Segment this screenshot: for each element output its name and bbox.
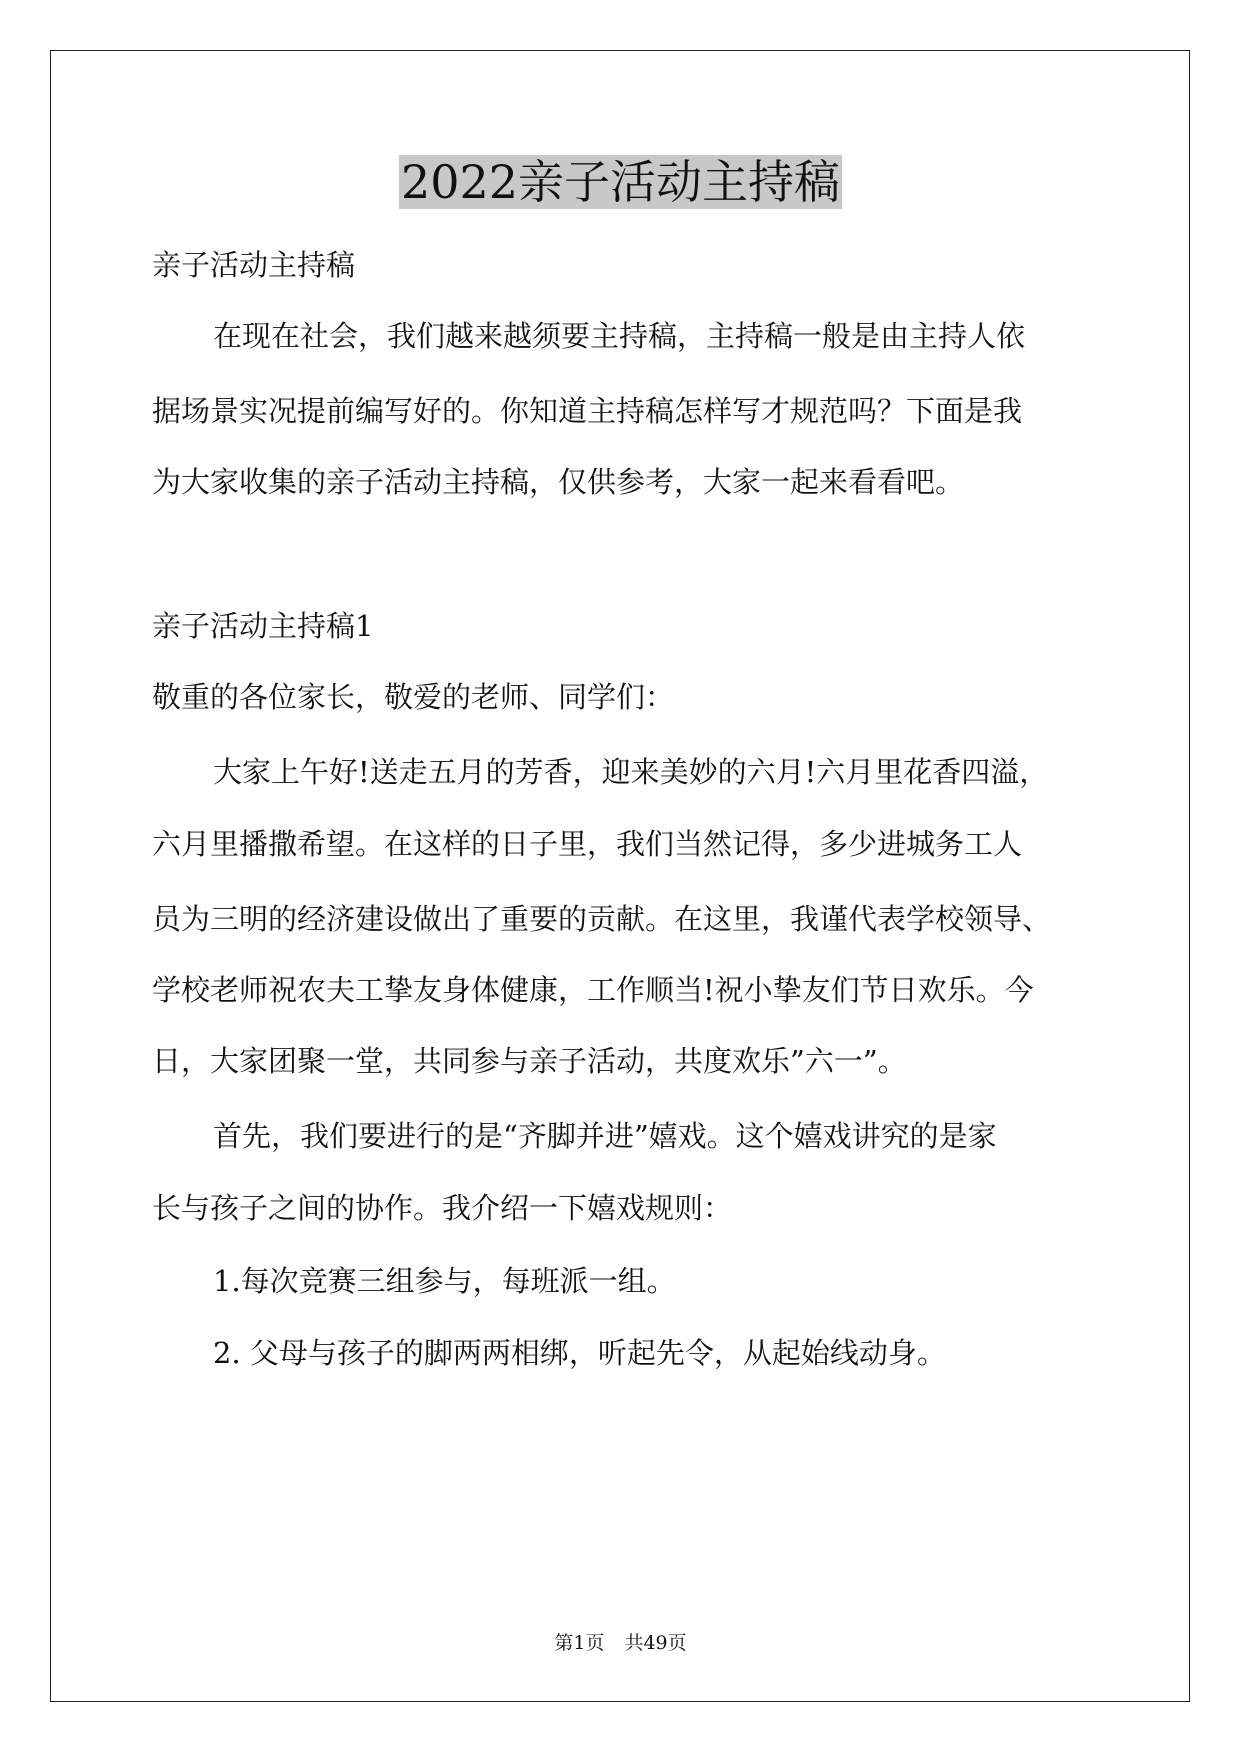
paragraph-line: 在现在社会，我们越来越须要主持稿，主持稿一般是由主持人依 [213, 319, 1026, 353]
paragraph-line: 首先，我们要进行的是“齐脚并进”嬉戏。这个嬉戏讲究的是家 [213, 1119, 997, 1153]
paragraph-line: 大家上午好!送走五月的芳香，迎来美妙的六月!六月里花香四溢， [213, 755, 1049, 789]
document-title: 2022亲子活动主持稿 [400, 155, 841, 209]
paragraph-line: 员为三明的经济建设做出了重要的贡献。在这里，我谨代表学校领导、 [152, 902, 1052, 936]
document-title-block [0, 152, 1241, 212]
section-heading: 亲子活动主持稿 [152, 248, 356, 282]
paragraph-line: 为大家收集的亲子活动主持稿，仅供参考，大家一起来看看吧。 [152, 465, 965, 499]
section-heading: 亲子活动主持稿1 [152, 609, 374, 643]
paragraph-line: 六月里播撒希望。在这样的日子里，我们当然记得，多少进城务工人 [152, 827, 1023, 861]
page-border [50, 50, 1190, 1702]
list-item: 2. 父母与孩子的脚两两相绑，听起先令，从起始线动身。 [213, 1336, 946, 1370]
paragraph-line: 日，大家团聚一堂，共同参与亲子活动，共度欢乐”六一”。 [152, 1044, 907, 1078]
list-item: 1.每次竞赛三组参与，每班派一组。 [213, 1264, 676, 1298]
page-footer [0, 1628, 1241, 1655]
page-number: 第1页 [554, 1632, 605, 1654]
paragraph-line: 长与孩子之间的协作。我介绍一下嬉戏规则： [152, 1191, 733, 1225]
salutation: 敬重的各位家长，敬爱的老师、同学们： [152, 680, 675, 714]
paragraph-line: 学校老师祝农夫工挚友身体健康，工作顺当!祝小挚友们节日欢乐。今 [152, 973, 1034, 1007]
page-total: 共49页 [624, 1632, 687, 1654]
paragraph-line: 据场景实况提前编写好的。你知道主持稿怎样写才规范吗？下面是我 [152, 394, 1023, 428]
